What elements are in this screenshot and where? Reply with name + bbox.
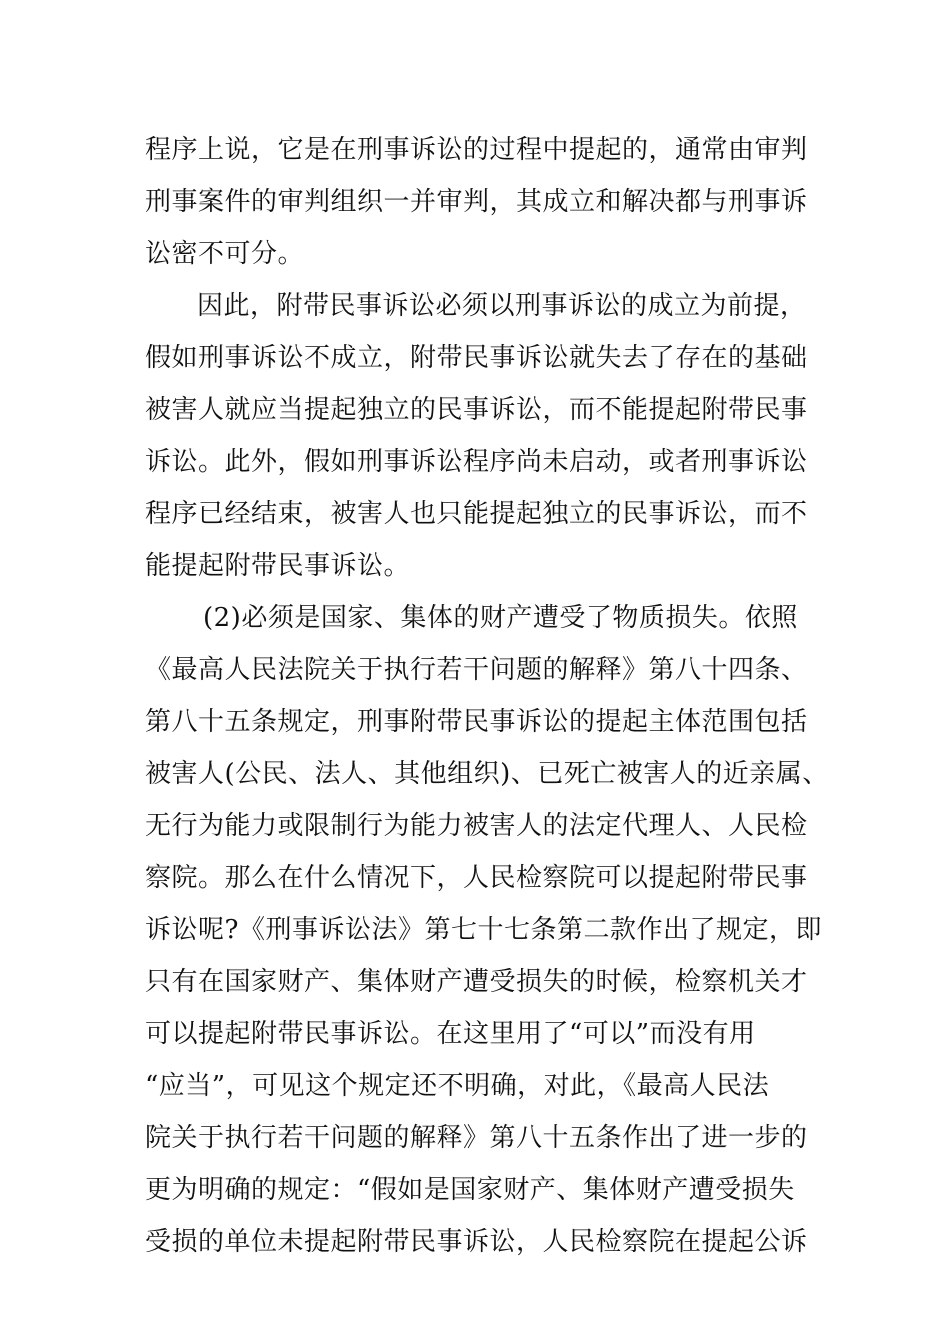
- text-line: 讼密不可分。: [145, 239, 305, 269]
- paragraph-start-line: (2)必须是国家、集体的财产遭受了物质损失。依照: [203, 603, 798, 633]
- text-line: 假如刑事诉讼不成立，附带民事诉讼就失去了存在的基础: [145, 343, 808, 373]
- text-line: 第八十五条规定，刑事附带民事诉讼的提起主体范围包括: [145, 707, 808, 737]
- text-line: 诉讼呢?《刑事诉讼法》第七十七条第二款作出了规定，即: [145, 915, 822, 945]
- text-line: 可以提起附带民事诉讼。在这里用了“可以”而没有用: [145, 1019, 756, 1049]
- text-line: 刑事案件的审判组织一并审判，其成立和解决都与刑事诉: [145, 187, 808, 217]
- text-line: 无行为能力或限制行为能力被害人的法定代理人、人民检: [145, 811, 808, 841]
- text-line: 院关于执行若干问题的解释》第八十五条作出了进一步的: [145, 1123, 808, 1153]
- paragraph-start-line: 因此，附带民事诉讼必须以刑事诉讼的成立为前提，: [197, 291, 807, 321]
- text-line: 被害人就应当提起独立的民事诉讼，而不能提起附带民事: [145, 395, 808, 425]
- text-line: 程序已经结束，被害人也只能提起独立的民事诉讼，而不: [145, 499, 808, 529]
- text-line: 受损的单位未提起附带民事诉讼，人民检察院在提起公诉: [145, 1227, 808, 1257]
- text-line: 能提起附带民事诉讼。: [145, 551, 411, 581]
- text-line: “应当”，可见这个规定还不明确，对此，《最高人民法: [145, 1071, 770, 1101]
- body-text: [145, 124, 829, 1268]
- text-line: 被害人(公民、法人、其他组织)、已死亡被害人的近亲属、: [145, 759, 829, 789]
- text-line: 察院。那么在什么情况下，人民检察院可以提起附带民事: [145, 863, 808, 893]
- text-line: 诉讼。此外，假如刑事诉讼程序尚未启动，或者刑事诉讼: [145, 447, 808, 477]
- text-line: 程序上说，它是在刑事诉讼的过程中提起的，通常由审判: [145, 135, 808, 165]
- text-line: 只有在国家财产、集体财产遭受损失的时候，检察机关才: [145, 967, 808, 997]
- text-line: 更为明确的规定：“假如是国家财产、集体财产遭受损失: [145, 1175, 795, 1205]
- text-line: 《最高人民法院关于执行若干问题的解释》第八十四条、: [145, 655, 808, 685]
